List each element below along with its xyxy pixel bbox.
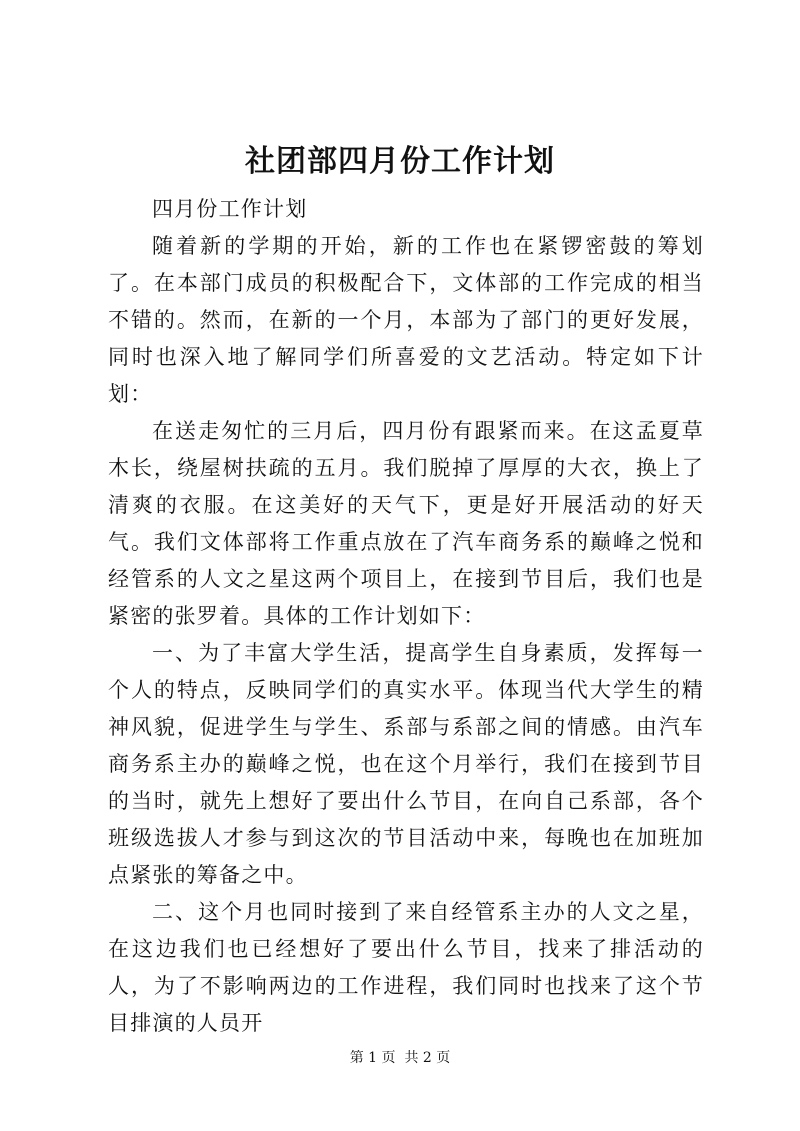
page-footer: 第 1 页 共 2 页	[349, 1050, 451, 1066]
paragraph-item-one: 一、为了丰富大学生活，提高学生自身素质，发挥每一个人的特点，反映同学们的真实水平。体现当代大学生的精神风貌，促进学生与学生、系部与系部之间的情感。由汽车商务系主办的巅峰之悦，也在这个月举行，我们在接到节目的当时，就先上想好了要出什么节目，在向自己系部，各个班级选拔人才参与到这次的节目活动中来，每晚也在加班加点紧张的筹备之中。	[108, 641, 704, 887]
paragraph-intro: 随着新的学期的开始，新的工作也在紧锣密鼓的筹划了。在本部门成员的积极配合下，文体部的工作完成的相当不错的。然而，在新的一个月，本部为了部门的更好发展，同时也深入地了解同学们所喜爱的文艺活动。特定如下计划：	[108, 234, 704, 406]
paragraph-subtitle: 四月份工作计划	[152, 197, 308, 221]
paragraph-april-overview: 在送走匆忙的三月后，四月份有跟紧而来。在这孟夏草木长，绕屋树扶疏的五月。我们脱掉了厚厚的大衣，换上了清爽的衣服。在这美好的天气下，更是好开展活动的好天气。我们文体部将工作重点放在了汽车商务系的巅峰之悦和经管系的人文之星这两个项目上，在接到节目后，我们也是紧密的张罗着。具体的工作计划如下：	[108, 419, 704, 628]
paragraph-item-two: 二、这个月也同时接到了来自经管系主办的人文之星，在这边我们也已经想好了要出什么节目，找来了排活动的人，为了不影响两边的工作进程，我们同时也找来了这个节目排演的人员开	[108, 900, 704, 1035]
document-title: 社团部四月份工作计划	[245, 144, 555, 179]
document-body	[108, 191, 704, 1042]
